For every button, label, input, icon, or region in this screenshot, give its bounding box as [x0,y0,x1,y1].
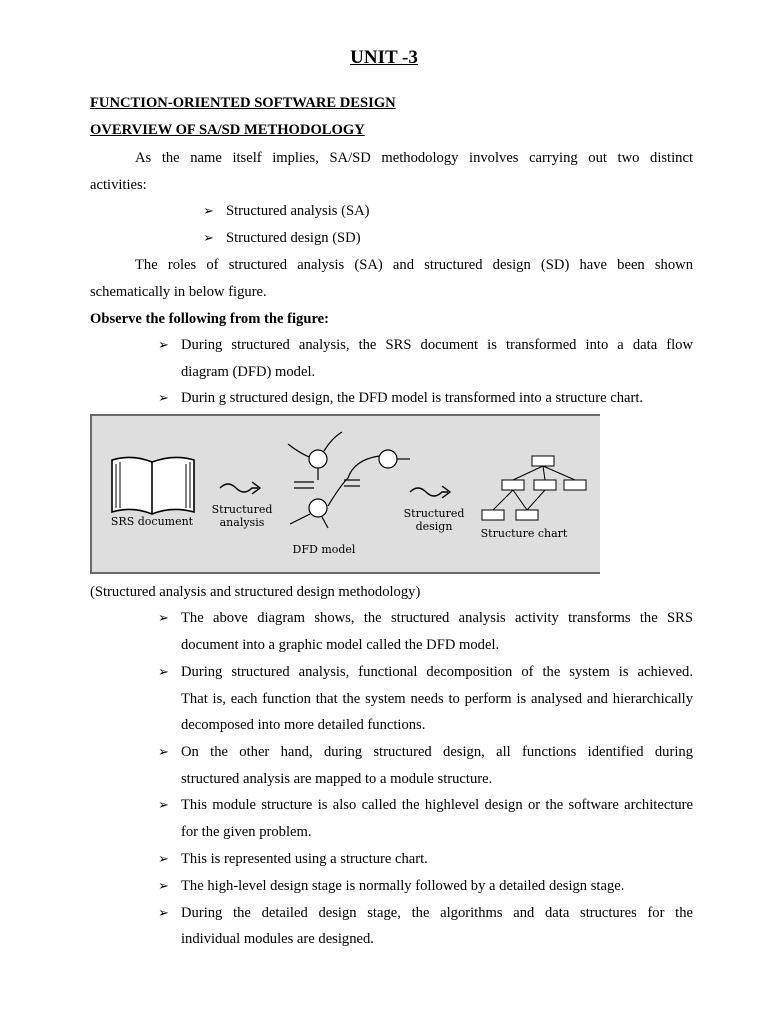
bullet-arrow-icon: ➢ [158,851,169,866]
structure-chart-label: Structure chart [480,527,568,540]
point-line: for the given problem. [181,824,312,840]
dfd-model-label: DFD model [292,543,356,556]
point-line: This module structure is also called the highlevel design or the software architecture [181,797,693,813]
roles-line-1: The roles of structured analysis (SA) and structured design (SD) have been shown [135,257,693,273]
activity-item: Structured analysis (SA) [226,203,370,219]
srs-document-label: SRS document [110,515,194,528]
bullet-arrow-icon: ➢ [158,797,169,812]
activity-item: Structured design (SD) [226,230,361,246]
point-line: This is represented using a structure chart. [181,851,428,867]
point-line: The high-level design stage is normally followed by a detailed design stage. [181,878,625,894]
point-line: That is, each function that the system needs to perform is analysed and hierarchically [181,691,693,707]
observe-item-line: Durin g structured design, the DFD model is transformed into a structure chart. [181,390,644,406]
observe-item-line: During structured analysis, the SRS document is transformed into a data flow [181,337,693,353]
point-line: document into a graphic model called the DFD model. [181,637,500,653]
point-line: On the other hand, during structured design, all functions identified during [181,744,693,760]
figure-caption: (Structured analysis and structured design methodology) [90,584,421,600]
wavy-arrow-icon [220,484,258,492]
figure-diagram [92,416,600,572]
point-line: decomposed into more detailed functions. [181,717,426,733]
bullet-arrow-icon: ➢ [158,905,169,920]
unit-title: UNIT -3 [350,47,418,68]
section-heading-function-oriented: FUNCTION-ORIENTED SOFTWARE DESIGN [90,95,396,111]
point-line: During structured analysis, functional decomposition of the system is achieved. [181,664,693,680]
bullet-arrow-icon: ➢ [158,664,169,679]
point-line: During the detailed design stage, the algorithms and data structures for the [181,905,693,921]
bullet-arrow-icon: ➢ [158,390,169,405]
bullet-arrow-icon: ➢ [158,878,169,893]
intro-line-1: As the name itself implies, SA/SD methodology involves carrying out two distinct [135,150,693,166]
observe-heading: Observe the following from the figure: [90,311,330,327]
book-icon [112,457,194,514]
intro-line-2: activities: [90,177,147,193]
section-heading-overview: OVERVIEW OF SA/SD METHODOLOGY [90,122,365,138]
sasd-methodology-figure [90,414,600,574]
wavy-arrow-icon [410,488,448,496]
roles-line-2: schematically in below figure. [90,284,267,300]
dfd-diagram [288,432,410,528]
bullet-arrow-icon: ➢ [203,230,214,245]
structure-chart-diagram [482,456,586,520]
bullet-arrow-icon: ➢ [158,610,169,625]
bullet-arrow-icon: ➢ [203,203,214,218]
observe-item-line: diagram (DFD) model. [181,364,316,380]
structured-analysis-label-2: analysis [219,516,265,529]
point-line: The above diagram shows, the structured analysis activity transforms the SRS [181,610,693,626]
structured-design-label-1: Structured [403,507,465,520]
point-line: individual modules are designed. [181,931,374,947]
structured-design-label-2: design [415,520,453,533]
point-line: structured analysis are mapped to a module structure. [181,771,493,787]
structured-analysis-label-1: Structured [211,503,273,516]
bullet-arrow-icon: ➢ [158,744,169,759]
bullet-arrow-icon: ➢ [158,337,169,352]
